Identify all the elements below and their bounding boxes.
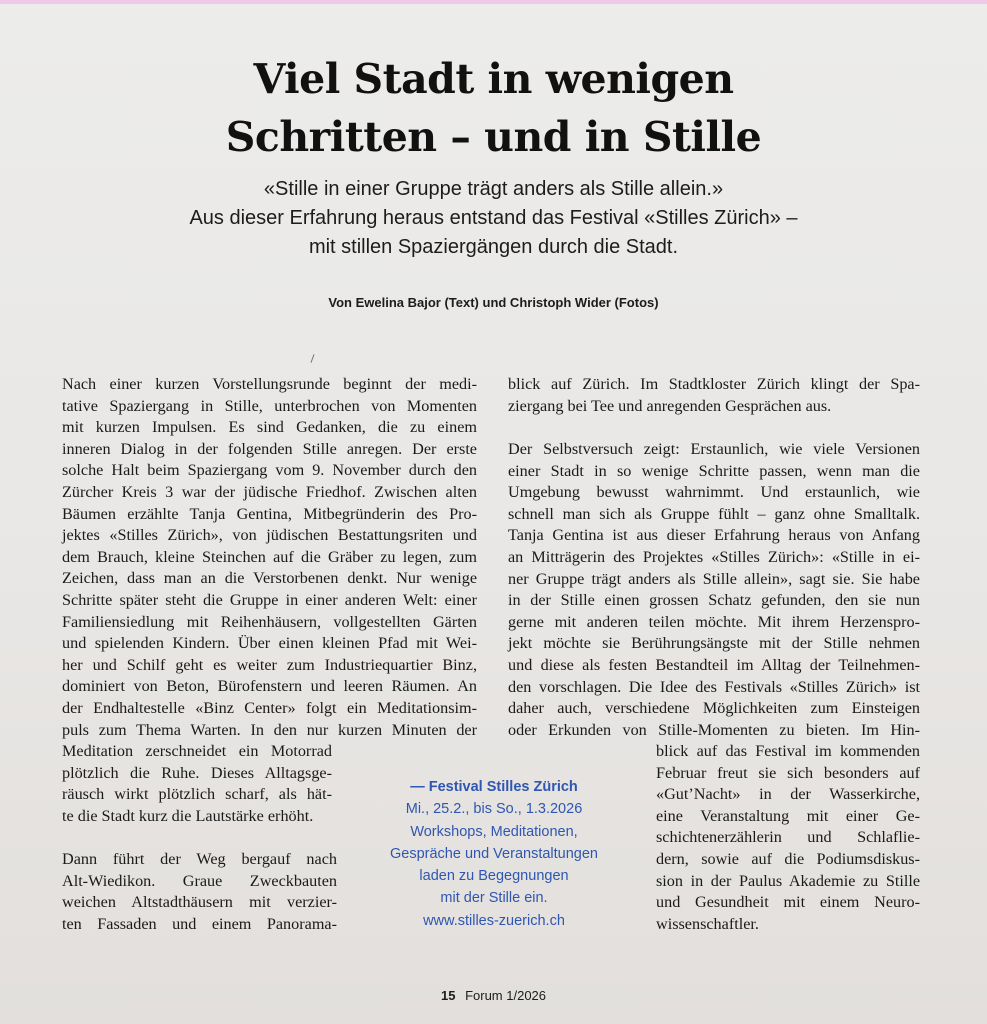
article-line: blick auf das Festival im kommenden: [656, 742, 920, 760]
article-line: eine Veranstaltung mit einer Ge-: [656, 806, 920, 825]
article-line: solche Halt beim Spaziergang vom 9. November durch den: [62, 461, 477, 480]
article-line: Der Selbstversuch zeigt: Erstaunlich, wie viele Versionen: [508, 440, 920, 458]
article-line: daher auch, verschiedene Möglichkeiten zum Einsteigen: [508, 699, 920, 718]
article-col2-para2-end: [656, 741, 920, 935]
article-line: dominiert von Beton, Bürofenstern und leeren Räumen. An: [62, 677, 477, 696]
byline: Von Ewelina Bajor (Text) und Christoph Wider (Fotos): [328, 295, 659, 310]
article-line: ziergang bei Tee und anregenden Gesprächen aus.: [508, 396, 832, 415]
festival-website: www.stilles-zuerich.ch: [423, 912, 565, 929]
article-line: den vorschlagen. Die Idee des Festivals «Stilles Zürich» ist: [508, 677, 920, 696]
article-line: Bäumen erzählte Tanja Gentina, Mitbegründerin des Pro-: [62, 504, 477, 523]
lead-paragraph: [0, 175, 987, 262]
article-line: Nach einer kurzen Vorstellungsrunde beginnt der medi-: [62, 375, 477, 393]
article-line: Umgebung bewusst wahrnimmt. Und erstaunlich, wie: [508, 483, 920, 502]
article-line: räusch wirkt plötzlich scharf, als hät-: [62, 785, 332, 804]
festival-info-line: Mi., 25.2., bis So., 1.3.2026: [405, 801, 583, 818]
article-line: in der Stille einen grossen Schatz gefunden, den sie nun: [508, 591, 920, 610]
article-line: Schritte später steht die Gruppe in einer anderen Welt: einer: [62, 590, 477, 609]
article-line: schichtenerzählerin und Schlaflie-: [656, 828, 920, 847]
article-line: puls zum Thema Warten. In den nur kurzen Minuten der: [62, 720, 477, 739]
lead-line: «Stille in einer Gruppe trägt anders als Stille allein.»: [263, 178, 724, 200]
article-line: Familiensiedlung mit Reihenhäusern, vollgestellten Gärten: [62, 612, 477, 631]
page-number: 15: [440, 988, 456, 1003]
article-line: an Mitträgerin des Projektes «Stilles Zürich»: «Stille in ei-: [508, 547, 920, 566]
article-line: einer Stadt in so wenige Schritte passen, wenn man die: [508, 461, 920, 480]
article-line: und diese als festen Bestandteil im Alltag der Teilnehmen-: [508, 655, 920, 674]
article-line: «Gut’Nacht» in der Wasserkirche,: [656, 785, 920, 804]
pen-mark: [310, 354, 314, 363]
article-line: oder Erkunden von Stille-Momenten zu bieten. Im Hin-: [508, 720, 920, 739]
article-line: Alt-Wiedikon. Graue Zweckbauten: [62, 871, 337, 890]
lead-line: mit stillen Spaziergängen durch die Stadt.: [308, 236, 679, 258]
article-line: Zeichen, dass man an die Verstorbenen denkt. Nur wenige: [62, 569, 477, 588]
article-line: jektes «Stilles Zürich», von jüdischen Bestattungsriten und: [62, 526, 477, 545]
article-col2-para2: [508, 439, 920, 741]
article-line: ten Fassaden und einem Panorama-: [62, 914, 337, 933]
article-line: schnell man sich als Gruppe fühlt – ganz ohne Smalltalk.: [508, 504, 920, 523]
article-line: wissenschaftler.: [656, 914, 759, 933]
headline: [0, 50, 987, 166]
article-line: plötzlich die Ruhe. Dieses Alltagsge-: [62, 763, 332, 782]
article-line: Meditation zerschneidet ein Motorrad: [62, 742, 332, 760]
festival-info-box: [368, 776, 620, 932]
article-line: blick auf Zürich. Im Stadtkloster Zürich klingt der Spa-: [508, 375, 920, 393]
festival-info-line: mit der Stille ein.: [440, 890, 548, 907]
article-line: und Gesundheit mit einem Neuro-: [656, 893, 920, 912]
article-line: ner Gruppe trägt anders als Stille allein», sagt sie. Sie habe: [508, 569, 920, 588]
article-line: inneren Dialog in der folgenden Stille anregen. Der erste: [62, 439, 477, 458]
article-line: Februar freut sie sich besonders auf: [656, 763, 920, 782]
festival-info-line: Gespräche und Veranstaltungen: [390, 845, 598, 862]
article-line: her und Schilf geht es weiter zum Industriequartier Binz,: [62, 655, 477, 674]
festival-info-line: Workshops, Meditationen,: [410, 823, 578, 840]
top-edge: [0, 0, 987, 4]
article-line: weichen Altstadthäusern mit verzier-: [62, 893, 337, 912]
article-line: dem Brauch, kleine Steinchen auf die Gräber zu legen, zum: [62, 547, 477, 566]
issue-label: Forum 1/2026: [465, 988, 547, 1003]
article-line: Dann führt der Weg bergauf nach: [62, 850, 337, 868]
page-footer: [0, 988, 987, 1003]
article-col1-para2: [62, 849, 337, 935]
article-line: Tanja Gentina ist aus dieser Erfahrung heraus von Anfang: [508, 526, 920, 545]
article-line: tative Spaziergang in Stille, unterbrochen von Momenten: [62, 396, 477, 415]
headline-line: Schritten – und in Stille: [225, 113, 762, 161]
article-line: sion in der Paulus Akademie zu Stille: [656, 871, 920, 890]
article-line: te die Stadt kurz die Lautstärke erhöht.: [62, 806, 314, 825]
article-line: der Endhaltestelle «Binz Center» folgt ein Meditationsim-: [62, 698, 477, 717]
article-col2-para1: [508, 374, 920, 417]
article-line: mit kurzen Impulsen. Es sind Gedanken, die zu einem: [62, 418, 477, 437]
festival-info-heading: — Festival Stilles Zürich: [410, 779, 578, 795]
article-line: gerne mit anderen teilen möchte. Mit ihrem Herzenspro-: [508, 612, 920, 631]
article-line: Zürcher Kreis 3 war der jüdische Friedhof. Zwischen alten: [62, 482, 477, 501]
article-line: dern, sowie auf die Podiumsdiskus-: [656, 849, 920, 868]
festival-info-line: laden zu Begegnungen: [419, 868, 569, 885]
headline-line: Viel Stadt in wenigen: [253, 55, 734, 103]
article-col1-para1-end: [62, 741, 332, 827]
article-line: und spielenden Kindern. Über einen kleinen Pfad mit Wei-: [62, 634, 477, 653]
article-line: jekt möchte sie Berührungsängste mit der Stille nehmen: [508, 634, 920, 653]
article-col1-para1: [62, 374, 477, 741]
lead-line: Aus dieser Erfahrung heraus entstand das Festival «Stilles Zürich» –: [189, 207, 798, 229]
